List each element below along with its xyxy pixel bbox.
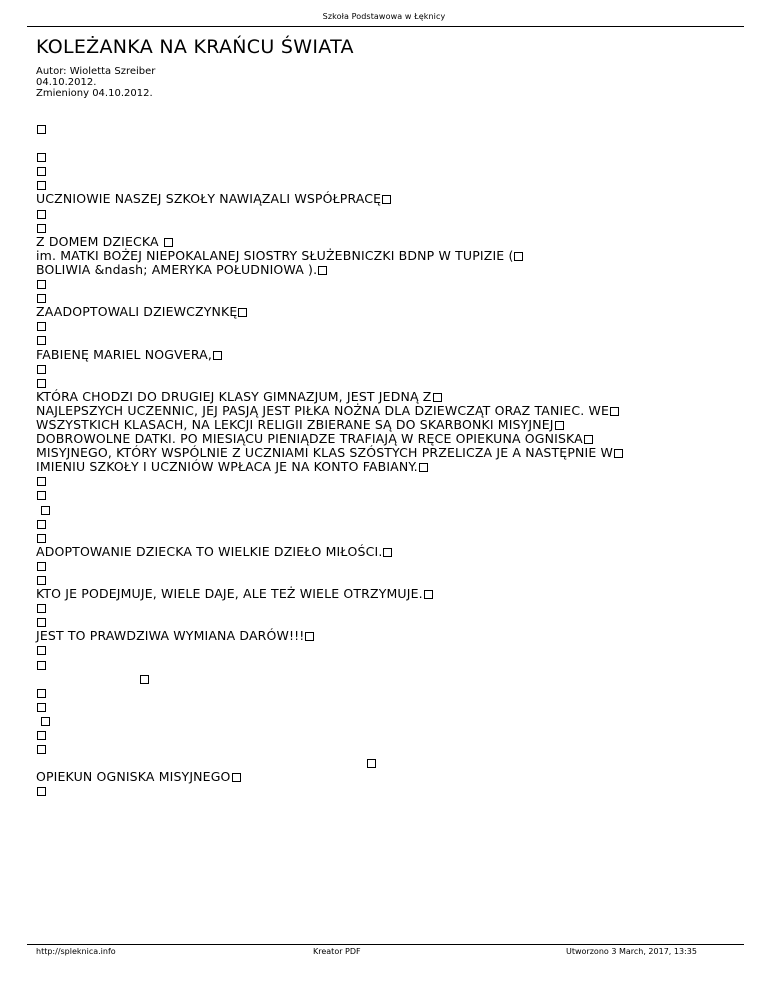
missing-glyph-box-icon bbox=[37, 787, 46, 796]
body-line-text: UCZNIOWIE NASZEJ SZKOŁY NAWIĄZALI WSPÓŁPRACĘ bbox=[36, 191, 382, 207]
missing-glyph-box-icon bbox=[37, 280, 46, 289]
body-line bbox=[36, 291, 623, 305]
body-line bbox=[36, 333, 623, 347]
body-line bbox=[36, 770, 623, 784]
body-line bbox=[36, 728, 623, 742]
missing-glyph-box-icon bbox=[37, 181, 46, 190]
body-line-text: OPIEKUN OGNISKA MISYJNEGO bbox=[36, 769, 231, 785]
body-line bbox=[36, 686, 623, 700]
article-body bbox=[36, 122, 623, 799]
footer-divider bbox=[27, 944, 744, 945]
body-line bbox=[36, 460, 623, 474]
article-title: KOLEŻANKA NA KRAŃCU ŚWIATA bbox=[36, 36, 354, 58]
missing-glyph-box-icon bbox=[37, 336, 46, 345]
missing-glyph-box-icon bbox=[383, 548, 392, 557]
missing-glyph-box-icon bbox=[37, 322, 46, 331]
missing-glyph-box-icon bbox=[382, 195, 391, 204]
body-line bbox=[36, 615, 623, 629]
missing-glyph-box-icon bbox=[37, 604, 46, 613]
body-line bbox=[36, 376, 623, 390]
missing-glyph-box-icon bbox=[41, 506, 50, 515]
footer-created-timestamp: Utworzono 3 March, 2017, 13:35 bbox=[566, 947, 697, 956]
missing-glyph-box-icon bbox=[140, 675, 149, 684]
body-line bbox=[36, 474, 623, 488]
missing-glyph-box-icon bbox=[37, 689, 46, 698]
missing-glyph-box-icon bbox=[584, 435, 593, 444]
body-line bbox=[36, 658, 623, 672]
page-header: Szkoła Podstawowa w Łęknicy bbox=[322, 12, 446, 21]
body-line bbox=[36, 531, 623, 545]
body-line bbox=[36, 629, 623, 643]
missing-glyph-box-icon bbox=[37, 534, 46, 543]
body-line bbox=[36, 700, 623, 714]
missing-glyph-box-icon bbox=[37, 294, 46, 303]
missing-glyph-box-icon bbox=[37, 477, 46, 486]
body-line-text: KTO JE PODEJMUJE, WIELE DAJE, ALE TEŻ WIELE OTRZYMUJE. bbox=[36, 586, 423, 602]
missing-glyph-box-icon bbox=[419, 463, 428, 472]
article-meta bbox=[36, 66, 155, 99]
body-line-text: BOLIWIA &ndash; AMERYKA POŁUDNIOWA ). bbox=[36, 261, 318, 277]
missing-glyph-box-icon bbox=[164, 238, 173, 247]
missing-glyph-box-icon bbox=[318, 266, 327, 275]
author-line: Autor: Wioletta Szreiber bbox=[36, 66, 156, 77]
body-line bbox=[36, 319, 623, 333]
body-line bbox=[36, 432, 623, 446]
body-line bbox=[36, 192, 623, 206]
missing-glyph-box-icon bbox=[37, 491, 46, 500]
missing-glyph-box-icon bbox=[37, 703, 46, 712]
body-line bbox=[36, 559, 623, 573]
missing-glyph-box-icon bbox=[367, 759, 376, 768]
missing-glyph-box-icon bbox=[37, 153, 46, 162]
missing-glyph-box-icon bbox=[37, 646, 46, 655]
body-line-text: WSZYSTKICH KLASACH, NA LEKCJI RELIGII ZBIERANE SĄ DO SKARBONKI MISYJNEJ bbox=[36, 416, 554, 432]
missing-glyph-box-icon bbox=[514, 252, 523, 261]
missing-glyph-box-icon bbox=[37, 379, 46, 388]
body-line-text bbox=[36, 502, 40, 517]
body-line-text: FABIENĘ MARIEL NOGVERA, bbox=[36, 346, 212, 362]
missing-glyph-box-icon bbox=[37, 167, 46, 176]
body-line-text: KTÓRA CHODZI DO DRUGIEJ KLASY GIMNAZJUM, JEST JEDNĄ Z bbox=[36, 388, 432, 404]
missing-glyph-box-icon bbox=[41, 717, 50, 726]
header-divider bbox=[27, 26, 744, 27]
body-line bbox=[36, 277, 623, 291]
body-line bbox=[36, 587, 623, 601]
body-line bbox=[36, 263, 623, 277]
body-line bbox=[36, 305, 623, 319]
body-line bbox=[36, 643, 623, 657]
missing-glyph-box-icon bbox=[37, 731, 46, 740]
body-line bbox=[36, 362, 623, 376]
missing-glyph-box-icon bbox=[610, 407, 619, 416]
missing-glyph-box-icon bbox=[614, 449, 623, 458]
body-line bbox=[36, 122, 623, 136]
body-line bbox=[36, 390, 623, 404]
footer-url-link[interactable]: http://spleknica.info bbox=[36, 947, 116, 956]
missing-glyph-box-icon bbox=[37, 576, 46, 585]
body-line bbox=[36, 164, 623, 178]
body-line-text: Z DOMEM DZIECKA bbox=[36, 233, 163, 249]
body-line bbox=[36, 784, 623, 798]
body-line bbox=[36, 756, 623, 770]
missing-glyph-box-icon bbox=[232, 773, 241, 782]
body-line bbox=[36, 207, 623, 221]
body-line bbox=[36, 249, 623, 263]
missing-glyph-box-icon bbox=[37, 210, 46, 219]
body-line bbox=[36, 503, 623, 517]
body-line-text: IMIENIU SZKOŁY I UCZNIÓW WPŁACA JE NA KONTO FABIANY. bbox=[36, 459, 418, 475]
missing-glyph-box-icon bbox=[37, 365, 46, 374]
missing-glyph-box-icon bbox=[37, 661, 46, 670]
body-line-text: im. MATKI BOŻEJ NIEPOKALANEJ SIOSTRY SŁUŻEBNICZKI BDNP W TUPIZIE ( bbox=[36, 247, 514, 263]
body-line bbox=[36, 714, 623, 728]
missing-glyph-box-icon bbox=[37, 224, 46, 233]
body-line bbox=[36, 545, 623, 559]
missing-glyph-box-icon bbox=[37, 562, 46, 571]
missing-glyph-box-icon bbox=[238, 308, 247, 317]
missing-glyph-box-icon bbox=[555, 421, 564, 430]
body-line bbox=[36, 136, 623, 150]
body-line-text: MISYJNEGO, KTÓRY WSPÓLNIE Z UCZNIAMI KLAS SZÓSTYCH PRZELICZA JE A NASTĘPNIE W bbox=[36, 445, 614, 461]
missing-glyph-box-icon bbox=[37, 125, 46, 134]
body-line bbox=[36, 348, 623, 362]
missing-glyph-box-icon bbox=[433, 393, 442, 402]
body-line-text: NAJLEPSZYCH UCZENNIC, JEJ PASJĄ JEST PIŁKA NOŻNA DLA DZIEWCZĄT ORAZ TANIEC. WE bbox=[36, 402, 610, 418]
missing-glyph-box-icon bbox=[424, 590, 433, 599]
body-line bbox=[36, 488, 623, 502]
missing-glyph-box-icon bbox=[37, 745, 46, 754]
body-line bbox=[36, 221, 623, 235]
body-line bbox=[36, 601, 623, 615]
modified-line: Zmieniony 04.10.2012. bbox=[36, 88, 153, 99]
body-line bbox=[36, 742, 623, 756]
body-line bbox=[36, 404, 623, 418]
body-line-text bbox=[36, 713, 40, 728]
missing-glyph-box-icon bbox=[305, 632, 314, 641]
body-line-text: DOBROWOLNE DATKI. PO MIESIĄCU PIENIĄDZE TRAFIAJĄ W RĘCE OPIEKUNA OGNISKA bbox=[36, 431, 583, 447]
body-line-text bbox=[36, 755, 366, 770]
missing-glyph-box-icon bbox=[37, 520, 46, 529]
body-line bbox=[36, 418, 623, 432]
body-line bbox=[36, 446, 623, 460]
body-line bbox=[36, 235, 623, 249]
missing-glyph-box-icon bbox=[213, 351, 222, 360]
body-line-text bbox=[36, 671, 139, 686]
body-line bbox=[36, 672, 623, 686]
body-line bbox=[36, 150, 623, 164]
date-line: 04.10.2012. bbox=[36, 77, 97, 88]
body-line bbox=[36, 573, 623, 587]
body-line bbox=[36, 517, 623, 531]
body-line-text: ADOPTOWANIE DZIECKA TO WIELKIE DZIEŁO MIŁOŚCI. bbox=[36, 543, 383, 559]
body-line-text: ZAADOPTOWALI DZIEWCZYNKĘ bbox=[36, 304, 238, 320]
body-line bbox=[36, 178, 623, 192]
body-line-text: JEST TO PRAWDZIWA WYMIANA DARÓW!!! bbox=[36, 628, 305, 644]
footer-generator: Kreator PDF bbox=[313, 947, 361, 956]
missing-glyph-box-icon bbox=[37, 618, 46, 627]
